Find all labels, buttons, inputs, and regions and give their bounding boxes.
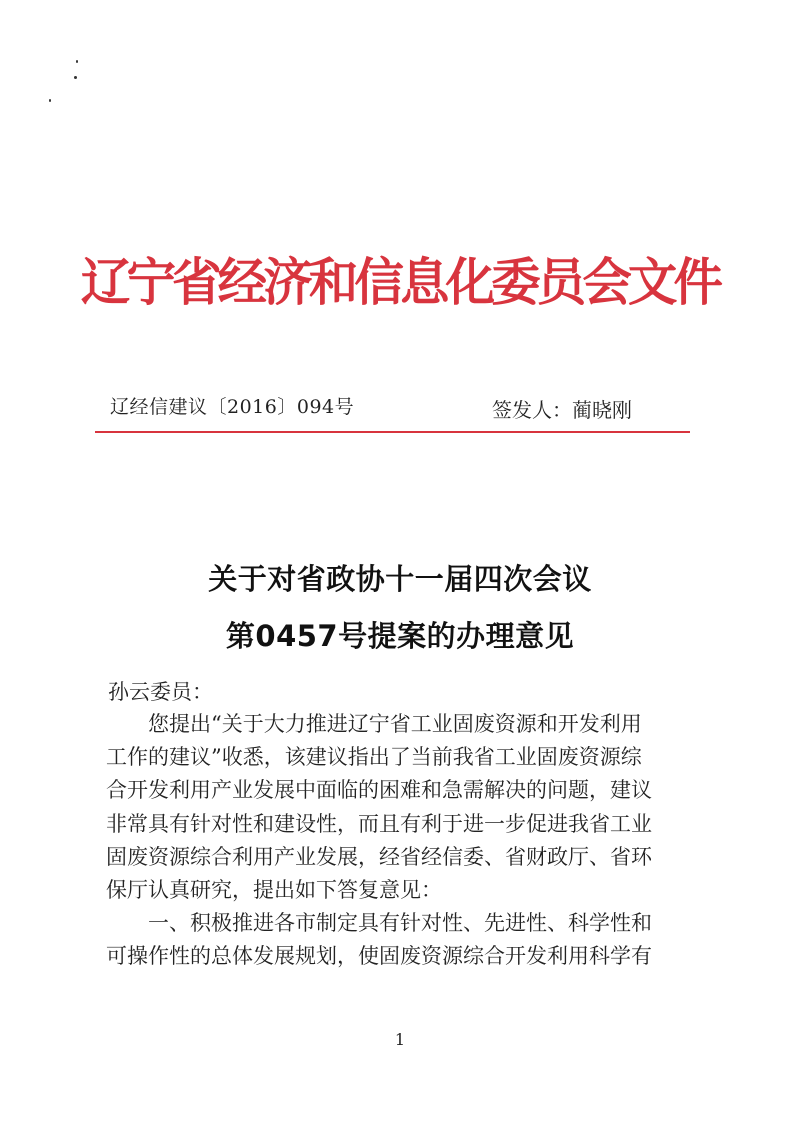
salutation: 孙云委员： xyxy=(108,680,213,704)
body-line: 固废资源综合利用产业发展，经省经信委、省财政厅、省环 xyxy=(106,844,652,869)
document-number: 辽经信建议〔2016〕094号 xyxy=(110,396,355,418)
body-line: 您提出“关于大力推进辽宁省工业固废资源和开发利用 xyxy=(148,712,642,736)
body-line: 一、积极推进各市制定具有针对性、先进性、科学性和 xyxy=(148,911,652,936)
scan-speck xyxy=(76,60,78,63)
body-line: 保厅认真研究，提出如下答复意见： xyxy=(106,878,442,903)
page-number: 1 xyxy=(394,1030,406,1049)
scan-speck xyxy=(74,76,77,79)
red-divider-line xyxy=(95,431,690,433)
body-text xyxy=(106,708,666,974)
body-line: 合开发利用产业发展中面临的困难和急需解决的问题，建议 xyxy=(106,778,652,803)
subject-title-line-1: 关于对省政协十一届四次会议 xyxy=(208,562,592,596)
body-paragraph-1 xyxy=(106,708,666,907)
signer: 签发人：蔺晓刚 xyxy=(492,398,632,422)
subject-title-line-2: 第0457号提案的办理意见 xyxy=(225,619,575,653)
body-line: 可操作性的总体发展规划，使固废资源综合开发利用科学有 xyxy=(106,944,652,969)
body-line: 非常具有针对性和建设性，而且有利于进一步促进我省工业 xyxy=(106,811,652,836)
body-line: 工作的建议”收悉，该建议指出了当前我省工业固废资源综 xyxy=(106,745,642,770)
scan-speck xyxy=(49,99,51,102)
issuing-authority-title: 辽宁省经济和信息化委员会文件 xyxy=(80,253,720,313)
body-paragraph-2 xyxy=(106,907,666,973)
